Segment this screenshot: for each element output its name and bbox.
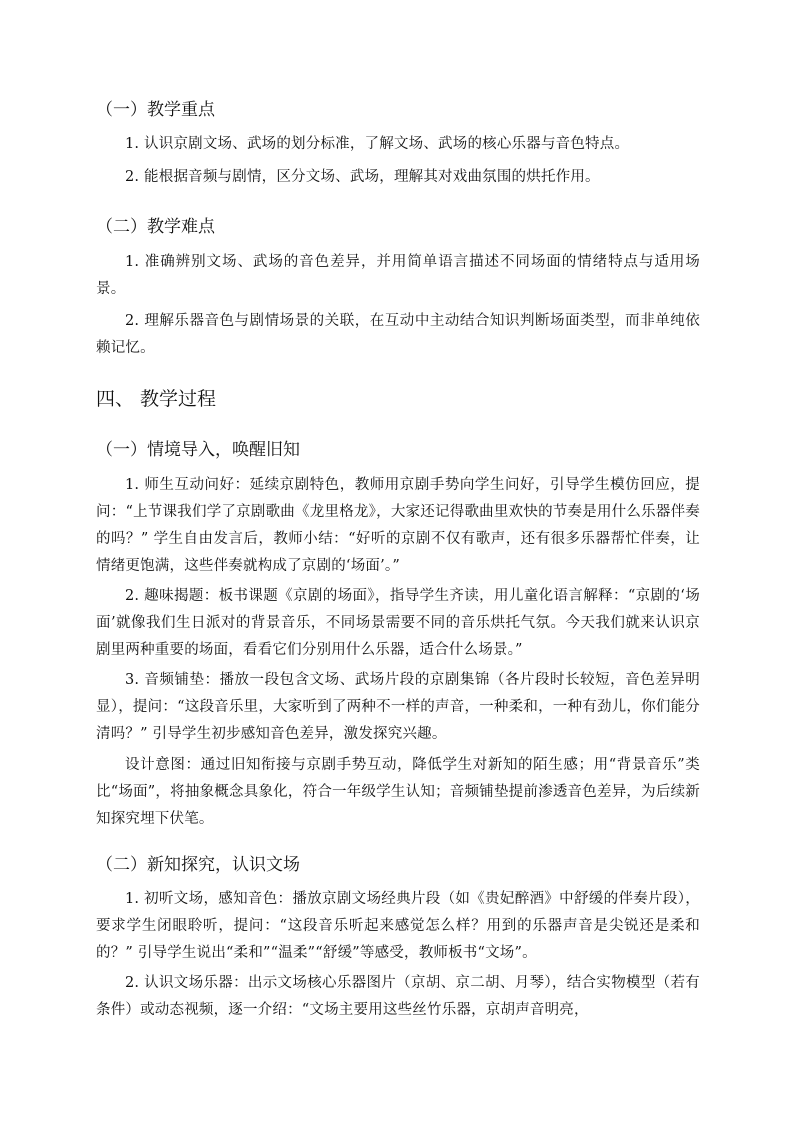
focus-item-1: 1. 认识京剧文场、武场的划分标准，了解文场、武场的核心乐器与音色特点。	[125, 136, 630, 152]
focus-heading: （一）教学重点	[96, 100, 215, 120]
difficulty-item-2: 2. 理解乐器音色与剧情场景的关联，在互动中主动结合知识判断场面类型，而非单纯依赖记忆。	[96, 313, 700, 356]
explore-item-2: 2. 认识文场乐器：出示文场核心乐器图片（京胡、京二胡、月琴），结合实物模型（若有条件）或动态视频，逐一介绍：“文场主要用这些丝竹乐器，京胡声音明亮，	[96, 975, 700, 1018]
process-heading: 四、 教学过程	[96, 388, 217, 410]
explore-heading: （二）新知探究，认识文场	[96, 855, 300, 875]
intro-item-1: 1. 师生互动问好：延续京剧特色，教师用京剧手势向学生问好，引导学生模仿回应，提问：“上节课我们学了京剧歌曲《龙里格龙》，大家还记得歌曲里欢快的节奏是用什么乐器伴奏的吗？” 学生自由发言后，教师小结：“好听的京剧不仅有歌声，还有很多乐器帮忙伴奏，让情绪更饱满，这些伴奏就构成了京剧的‘场面’。”	[96, 477, 700, 574]
difficulty-heading: （二）教学难点	[96, 217, 215, 237]
focus-item-2: 2. 能根据音频与剧情，区分文场、武场，理解其对戏曲氛围的烘托作用。	[125, 169, 600, 185]
intro-heading: （一）情境导入，唤醒旧知	[96, 440, 300, 460]
intro-item-2: 2. 趣味揭题：板书课题《京剧的场面》，指导学生齐读，用儿童化语言解释：“京剧的‘场面’就像我们生日派对的背景音乐，不同场景需要不同的音乐烘托气氛。今天我们就来认识京剧里两种重要的场面，看看它们分别用什么乐器，适合什么场景。”	[96, 588, 700, 658]
intro-item-3: 3. 音频铺垫：播放一段包含文场、武场片段的京剧集锦（各片段时长较短，音色差异明显），提问：“这段音乐里，大家听到了两种不一样的声音，一种柔和，一种有劲儿，你们能分清吗？” 引导学生初步感知音色差异，激发探究兴趣。	[96, 672, 700, 742]
explore-item-1: 1. 初听文场，感知音色：播放京剧文场经典片段（如《贵妃醉酒》中舒缓的伴奏片段），要求学生闭眼聆听，提问：“这段音乐听起来感觉怎么样？用到的乐器声音是尖锐还是柔和的？” 引导学生说出“柔和”“温柔”“舒缓”等感受，教师板书“文场”。	[96, 891, 700, 961]
difficulty-item-1: 1. 准确辨别文场、武场的音色差异，并用简单语言描述不同场面的情绪特点与适用场景。	[96, 254, 700, 297]
intro-design-intent: 设计意图：通过旧知衔接与京剧手势互动，降低学生对新知的陌生感；用“背景音乐”类比“场面”，将抽象概念具象化，符合一年级学生认知；音频铺垫提前渗透音色差异，为后续新知探究埋下伏笔。	[96, 757, 700, 827]
